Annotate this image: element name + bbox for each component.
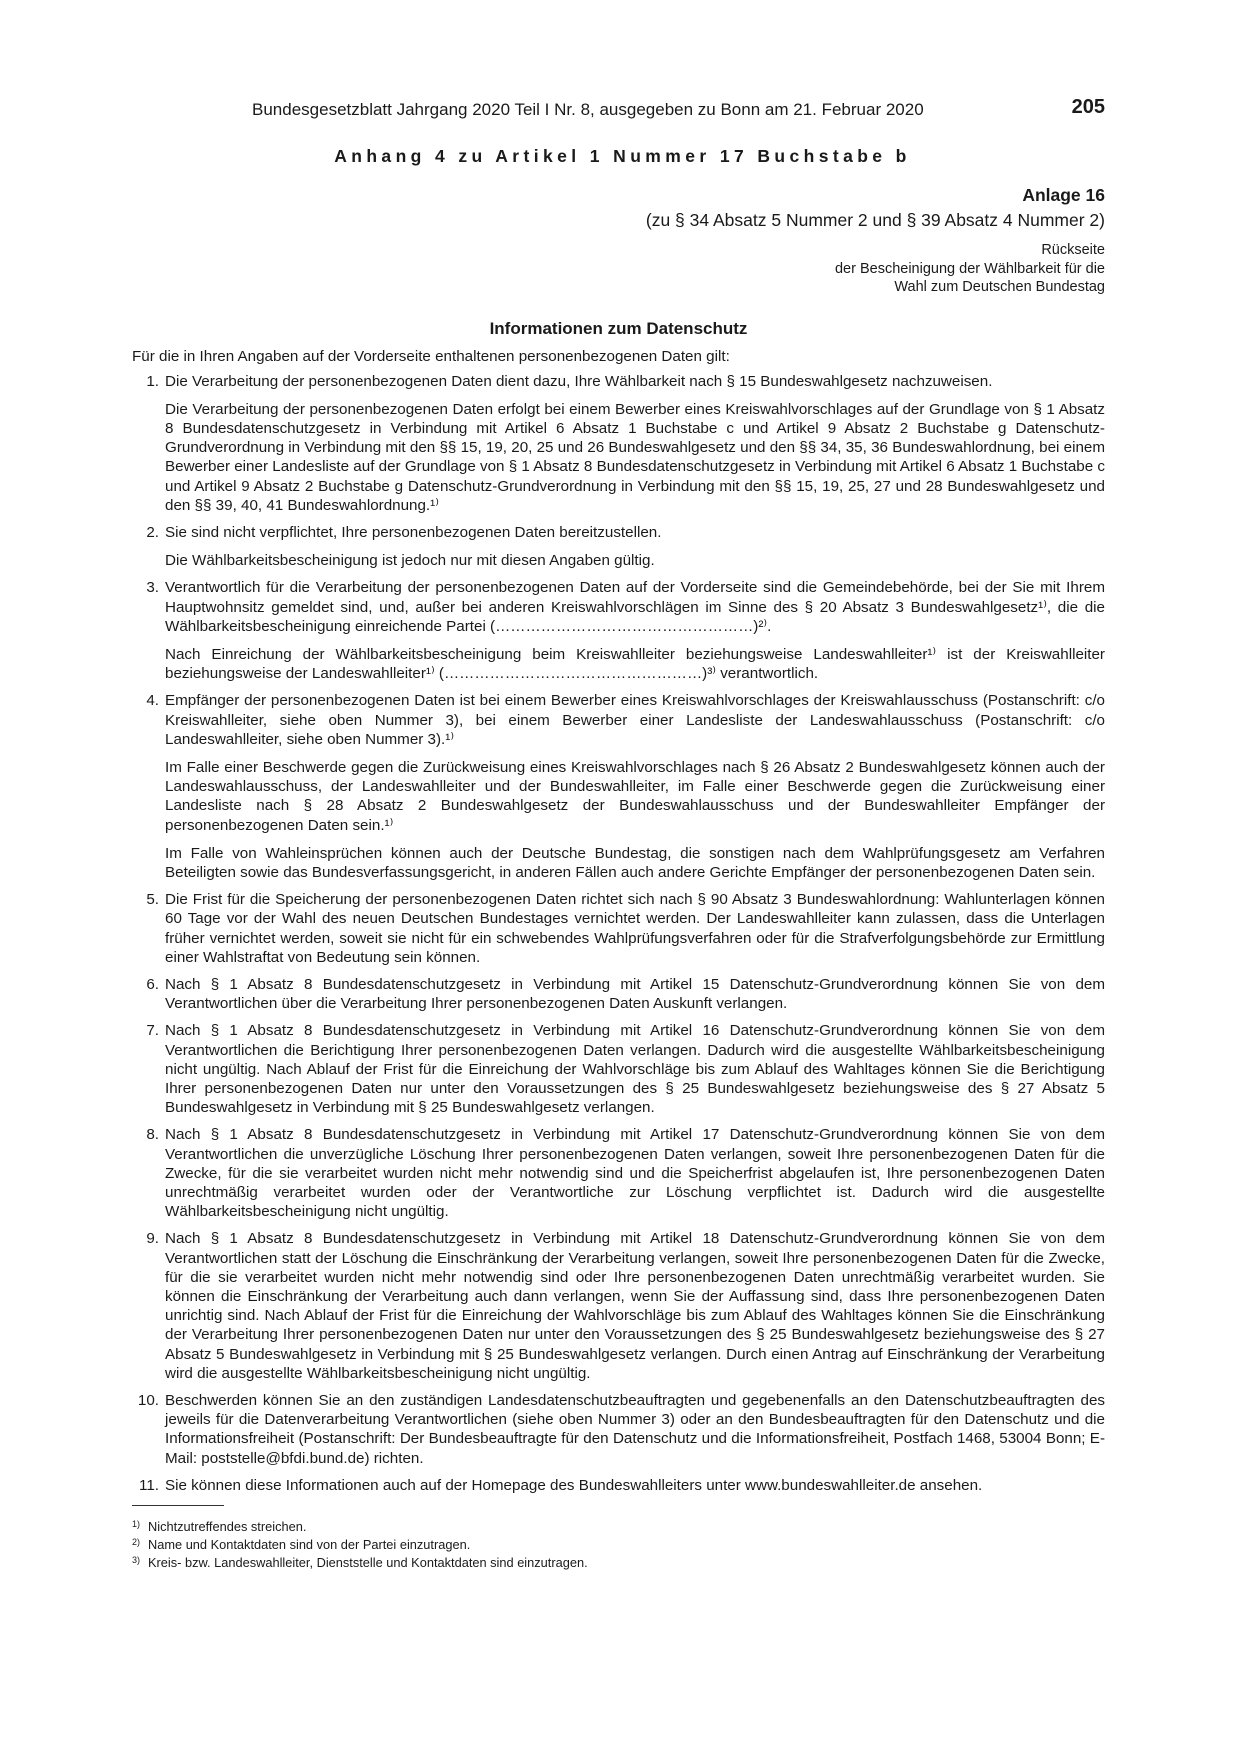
- item-paragraph: Sie können diese Informationen auch auf der Homepage des Bundeswahlleiters unter www.bundeswahlleiter.de ansehen.: [165, 1476, 983, 1494]
- item-number: 6.: [146, 975, 159, 993]
- item-paragraph: Nach § 1 Absatz 8 Bundesdatenschutzgesetz in Verbindung mit Artikel 16 Datenschutz-Grundverordnung können Sie von dem Verantwortlichen die Berichtigung Ihrer personenbezogenen Daten verlangen. Dadurch wird die ausgestellte Wählbarkeitsbescheinigung nicht ungültig. Nach Ablauf der Frist für die Einreichung der Wahlvorschläge bis zum Ablauf des Wahltages können Sie die Berichtigung Ihrer personenbezogenen Daten nur unter den Voraussetzungen des § 25 Bundeswahlgesetz beziehungsweise des § 27 Absatz 5 Bundeswahlgesetz in Verbindung mit § 25 Bundeswahlgesetz verlangen.: [165, 1022, 1105, 1117]
- item-paragraph: Nach Einreichung der Wählbarkeitsbescheinigung beim Kreiswahlleiter beziehungsweise Landeswahlleiter¹⁾ ist der Kreiswahlleiter beziehungsweise der Landeswahlleiter¹⁾ (……………………………………………)³⁾ verantwortlich.: [165, 645, 1105, 683]
- anlage-label: Anlage 16: [1022, 185, 1105, 205]
- item-number: 4.: [146, 692, 159, 710]
- item-paragraph: Im Falle von Wahleinsprüchen können auch der Deutsche Bundestag, die sonstigen nach dem Wahlprüfungsgesetz am Verfahren Beteiligten sowie das Bundesverfassungsgericht, in anderen Fällen auch andere Gerichte Empfänger der personenbezogenen Daten sein.: [165, 844, 1105, 881]
- list-item: [132, 372, 1105, 515]
- footnote-text: Kreis- bzw. Landeswahlleiter, Dienststelle und Kontaktdaten sind einzutragen.: [148, 1555, 588, 1571]
- intro-text: Für die in Ihren Angaben auf der Vorderseite enthaltenen personenbezogenen Daten gilt:: [132, 347, 730, 365]
- list-item: [132, 975, 1105, 1013]
- item-paragraph: Verantwortlich für die Verarbeitung der personenbezogenen Daten auf der Vorderseite sind die Gemeindebehörde, bei der Sie mit Ihrem Hauptwohnsitz gemeldet sind, und, außer bei anderen Kreiswahlvorschlägen im Sinne des § 20 Absatz 3 Bundeswahlgesetz¹⁾, die die Wählbarkeitsbescheinigung einreichende Partei (……………………………………………)²⁾.: [165, 579, 1105, 635]
- anlage-reference: (zu § 34 Absatz 5 Nummer 2 und § 39 Absatz 4 Nummer 2): [645, 210, 1105, 230]
- footnotes: [132, 1518, 1105, 1572]
- item-paragraph: Die Wählbarkeitsbescheinigung ist jedoch nur mit diesen Angaben gültig.: [165, 552, 655, 570]
- item-number: 1.: [146, 372, 159, 390]
- page-header: [132, 96, 1105, 124]
- item-number: 2.: [146, 523, 159, 541]
- item-number: 7.: [146, 1022, 159, 1040]
- item-number: 3.: [146, 579, 159, 597]
- item-paragraph: Beschwerden können Sie an den zuständigen Landesdatenschutzbeauftragten und gegebenenfalls an den Datenschutzbeauftragten des jeweils für die Datenverarbeitung Verantwortlichen (siehe oben Nummer 3) oder an den Bundesbeauftragten für den Datenschutz und die Informationsfreiheit (Postanschrift: Der Bundesbeauftragte für den Datenschutz und die Informationsfreiheit, Postfach 1468, 53004 Bonn; E-Mail: poststelle@bfdi.bund.de) richten.: [165, 1392, 1105, 1467]
- list-item: [132, 1021, 1105, 1117]
- list-item: [132, 1391, 1105, 1468]
- annex-title: Anhang 4 zu Artikel 1 Nummer 17 Buchstabe b: [334, 146, 911, 166]
- list-item: [132, 578, 1105, 683]
- header-title: Bundesgesetzblatt Jahrgang 2020 Teil I Nr. 8, ausgegeben zu Bonn am 21. Februar 2020: [252, 100, 924, 119]
- item-number: 9.: [146, 1230, 159, 1248]
- footnote-text: Name und Kontaktdaten sind von der Partei einzutragen.: [148, 1537, 471, 1553]
- item-paragraph: Nach § 1 Absatz 8 Bundesdatenschutzgesetz in Verbindung mit Artikel 15 Datenschutz-Grundverordnung können Sie von dem Verantwortlichen über die Verarbeitung Ihrer personenbezogenen Daten Auskunft verlangen.: [165, 975, 1105, 1013]
- item-paragraph: Die Verarbeitung der personenbezogenen Daten erfolgt bei einem Bewerber eines Kreiswahlvorschlages auf der Grundlage von § 1 Absatz 8 Bundesdatenschutzgesetz in Verbindung mit Artikel 6 Absatz 1 Buchstabe c und Artikel 9 Absatz 2 Buchstabe g Datenschutz-Grundverordnung in Verbindung mit den §§ 15, 19, 20, 25 und 26 Bundeswahlgesetz und den §§ 34, 35, 36 Bundeswahlordnung, bei einem Bewerber einer Landesliste auf der Grundlage von § 1 Absatz 8 Bundesdatenschutzgesetz in Verbindung mit Artikel 6 Absatz 1 Buchstabe c und Artikel 9 Absatz 2 Buchstabe g Datenschutz-Grundverordnung in Verbindung mit den §§ 15, 19, 25, 27 und 28 Bundeswahlgesetz und den §§ 39, 40, 41 Bundeswahlordnung.¹⁾: [165, 400, 1105, 514]
- side-note: Rückseite der Bescheinigung der Wählbarkeit für die Wahl zum Deutschen Bundestag: [834, 242, 1105, 295]
- list-item: [132, 1125, 1105, 1221]
- list-item: [132, 890, 1105, 967]
- footnote: [132, 1554, 1105, 1572]
- list-item: [132, 523, 1105, 570]
- item-number: 5.: [146, 891, 159, 909]
- list-item: [132, 691, 1105, 882]
- item-paragraph: Die Verarbeitung der personenbezogenen Daten dient dazu, Ihre Wählbarkeit nach § 15 Bundeswahlgesetz nachzuweisen.: [165, 372, 993, 390]
- list-item: [132, 1476, 1105, 1495]
- footnote-divider: [132, 1505, 224, 1506]
- item-number: 11.: [139, 1476, 159, 1494]
- footnote: [132, 1536, 1105, 1554]
- item-paragraph: Im Falle einer Beschwerde gegen die Zurückweisung eines Kreiswahlvorschlages nach § 26 Absatz 2 Bundeswahlgesetz können auch der Landeswahlausschuss, der Landeswahlleiter und der Bundeswahlleiter, im Falle einer Beschwerde gegen die Zurückweisung einer Landesliste nach § 28 Absatz 2 Bundeswahlgesetz der Bundeswahlausschuss und der Bundeswahlleiter Empfänger der personenbezogenen Daten sein.¹⁾: [165, 758, 1105, 834]
- list-item: [132, 1229, 1105, 1383]
- item-paragraph: Sie sind nicht verpflichtet, Ihre personenbezogenen Daten bereitzustellen.: [165, 523, 662, 541]
- item-paragraph: Die Frist für die Speicherung der personenbezogenen Daten richtet sich nach § 90 Absatz 3 Bundeswahlordnung: Wahlunterlagen können 60 Tage vor der Wahl des neuen Deutschen Bundestages vernichtet werden. Der Landeswahlleiter kann zulassen, dass die Unterlagen früher vernichtet werden, soweit sie nicht für ein schwebendes Wahlprüfungsverfahren oder für die Strafverfolgungsbehörde zur Ermittlung einer Wahlstraftat von Bedeutung sein können.: [165, 891, 1105, 966]
- footnote-mark: 1): [132, 1519, 141, 1530]
- item-paragraph: Nach § 1 Absatz 8 Bundesdatenschutzgesetz in Verbindung mit Artikel 18 Datenschutz-Grundverordnung können Sie von dem Verantwortlichen statt der Löschung die Einschränkung der Verarbeitung verlangen, soweit Ihre personenbezogenen Daten für die Zwecke, für die sie verarbeitet wurden nicht mehr notwendig sind oder Ihre personenbezogenen Daten unrechtmäßig verarbeitet wurden. Sie können die Einschränkung der Verarbeitung auch dann verlangen, wenn Sie der Auffassung sind, dass Ihre personenbezogenen Daten unrichtig sind. Nach Ablauf der Frist für die Einreichung der Wahlvorschläge bis zum Ablauf des Wahltages können Sie die Einschränkung der Verarbeitung Ihrer personenbezogenen Daten nur unter den Voraussetzungen des § 25 Bundeswahlgesetz beziehungsweise des § 27 Absatz 5 Bundeswahlgesetz in Verbindung mit § 25 Bundeswahlgesetz verlangen. Durch einen Antrag auf Einschränkung der Verarbeitung wird die ausgestellte Wählbarkeitsbescheinigung nicht ungültig.: [165, 1230, 1105, 1382]
- item-list: [132, 372, 1105, 1496]
- item-paragraph: Empfänger der personenbezogenen Daten ist bei einem Bewerber eines Kreiswahlvorschlages der Kreiswahlausschuss (Postanschrift: c/o Kreiswahlleiter, siehe oben Nummer 3), bei einem Bewerber einer Landesliste der Landeswahlausschuss (Postanschrift: c/o Landeswahlleiter, siehe oben Nummer 3).¹⁾: [165, 692, 1105, 748]
- item-paragraph: Nach § 1 Absatz 8 Bundesdatenschutzgesetz in Verbindung mit Artikel 17 Datenschutz-Grundverordnung können Sie von dem Verantwortlichen die unverzügliche Löschung Ihrer personenbezogenen Daten verlangen, soweit Ihre personenbezogenen Daten für die Zwecke, für die sie verarbeitet wurden nicht mehr notwendig sind und die Speicherfrist abgelaufen ist, Ihre personenbezogenen Daten unrechtmäßig verarbeitet wurden oder der Verantwortliche zur Löschung verpflichtet ist. Dadurch wird die ausgestellte Wählbarkeitsbescheinigung nicht ungültig.: [165, 1126, 1105, 1221]
- footnote: [132, 1518, 1105, 1536]
- section-title: Informationen zum Datenschutz: [489, 318, 748, 338]
- item-number: 8.: [146, 1126, 159, 1144]
- item-number: 10.: [137, 1392, 159, 1410]
- footnote-mark: 2): [132, 1537, 141, 1548]
- footnote-mark: 3): [132, 1555, 141, 1566]
- footnote-text: Nichtzutreffendes streichen.: [148, 1519, 307, 1535]
- document-page: [132, 96, 1105, 1572]
- page-number: 205: [1071, 96, 1105, 118]
